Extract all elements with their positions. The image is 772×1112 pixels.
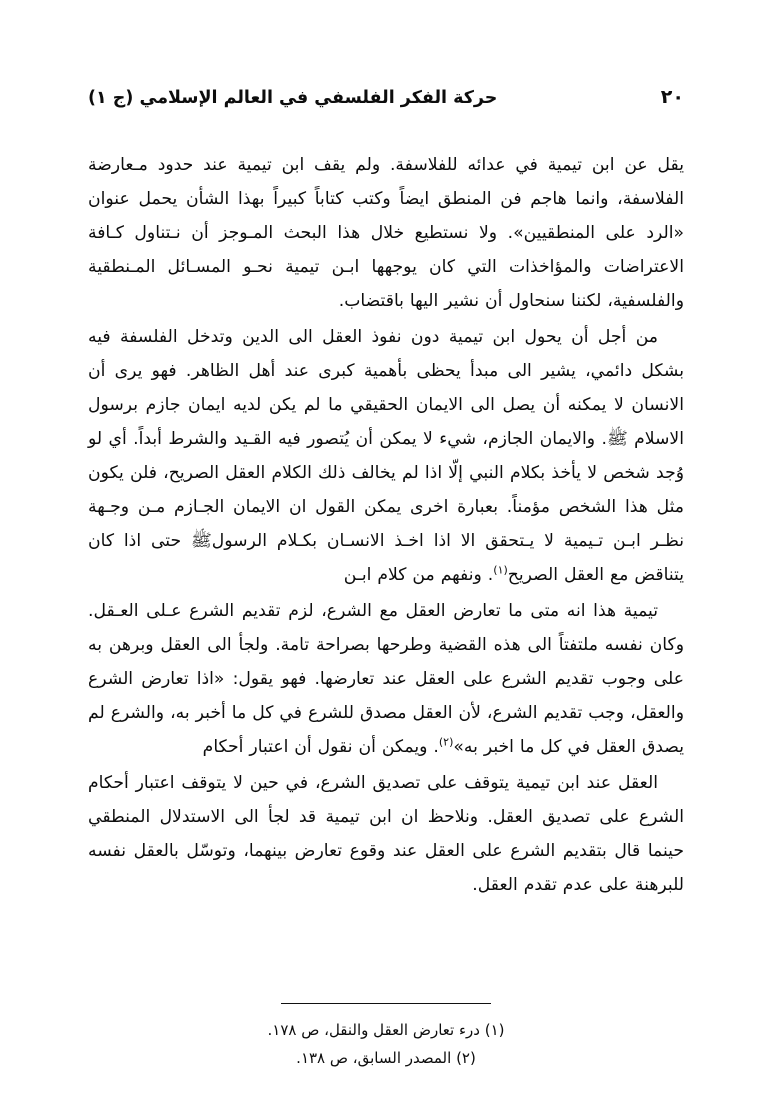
paragraph-2 <box>88 320 684 592</box>
paragraph-2-text: من أجل أن يحول ابن تيمية دون نفوذ العقل الى الدين وتدخل الفلسفة فيه بشكل دائمي، يشير الى مبدأ يحظى بأهمية كبرى عند أهل الظاهر. فهو يرى أن الانسان لا يمكنه أن يصل الى الايمان الحقيقي ما لم يكن لديه ايمان جازم برسول الاسلام ﷺ. والايمان الجازم، شيء لا يمكن أن يُتصور فيه القـيد والشرط أبداً. أي لو وُجد شخص لا يأخذ بكلام النبي إلّا اذا لم يخالف ذلك الكلام العقل الصريح، فلن يكون مثل هذا الشخص مؤمناً. بعبارة اخرى يمكن القول ان الايمان الجـازم مـن وجـهة نظـر ابـن تـيمية لا يـتحقق الا اذا اخـذ الانسـان بكـلام الرسولﷺ حتى اذا كان يتناقض مع العقل الصريح <box>88 327 684 585</box>
paragraph-3 <box>88 594 684 764</box>
footnote-separator <box>281 1003 491 1004</box>
footnote-area <box>88 997 684 1072</box>
page-number: ٢٠ <box>660 86 684 108</box>
footnote-marker-2: (٢) <box>438 735 454 749</box>
paragraph-4: العقل عند ابن تيمية يتوقف على تصديق الشرع، في حين لا يتوقف اعتبار أحكام الشرع على تصديق العقل. ونلاحظ ان ابن تيمية قد لجأ الى الاستدلال المنطقي حينما قال بتقديم الشرع على العقل عند وقوع تعارض بينهما، وتوسّل بالعقل نفسه للبرهنة على عدم تقدم العقل. <box>88 773 684 895</box>
paragraph-1: يقل عن ابن تيمية في عدائه للفلاسفة. ولم يقف ابن تيمية عند حدود مـعارضة الفلاسفة، وانما هاجم فن المنطق ايضاً وكتب كتاباً كبيراً بهذا الشأن يحمل عنوان «الرد على المنطقيين». ولا نستطيع خلال هذا البحث المـوجز أن نـتناول كـافة الاعتراضات والمؤاخذات التي كان يوجهها ابـن تيمية نحـو المسـائل المـنطقية والفلسفية، لكننا سنحاول أن نشير اليها باقتضاب. <box>88 155 684 311</box>
footnote-2: (٢) المصدر السابق، ص ١٣٨. <box>296 1049 476 1067</box>
book-title: حركة الفكر الفلسفي في العالم الإسلامي (ج ١) <box>88 88 498 108</box>
footnote-marker-1: (١) <box>493 563 508 577</box>
paragraph-3-text: تيمية هذا انه متى ما تعارض العقل مع الشرع، لزم تقديم الشرع عـلى العـقل. وكان نفسه ملتفتاً الى هذه القضية وطرحها بصراحة تامة. ولجأ الى العقل وبرهن به على وجوب تقديم الشرع على العقل عند تعارضها. فهو يقول: «اذا تعارض الشرع والعقل، وجب تقديم الشرع، لأن العقل مصدق للشرع في كل ما أخبر به، والشرع لم يصدق العقل في كل ما اخبر به» <box>88 601 684 757</box>
footnote-1: (١) درء تعارض العقل والنقل، ص ١٧٨. <box>267 1021 505 1039</box>
page-body <box>88 148 684 997</box>
paragraph-2-tail: . ونفهم من كلام ابـن <box>343 565 494 585</box>
paragraph-3-tail: . ويمكن أن نقول أن اعتبار أحكام <box>202 737 439 757</box>
page-header <box>88 86 684 108</box>
